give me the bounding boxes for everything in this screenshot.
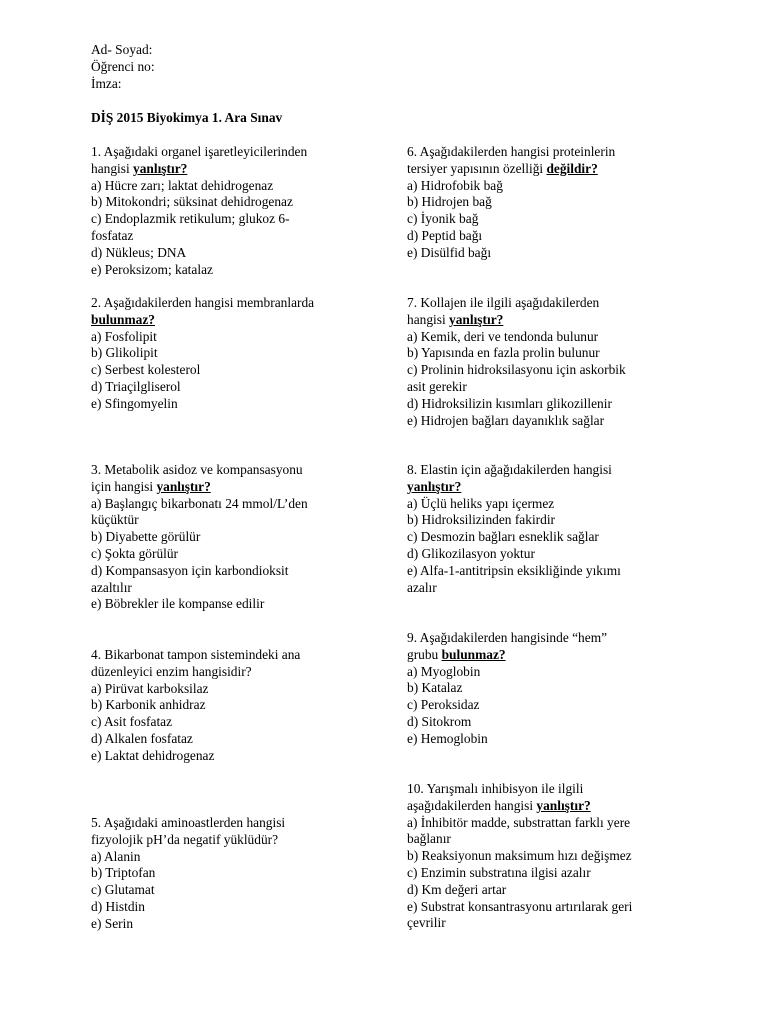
answer-option: e) Hidrojen bağları dayanıklık sağlar [407,412,605,428]
question-keyword: bulunmaz? [441,646,506,662]
answer-option: e) Sfingomyelin [91,395,178,411]
answer-option: e) Disülfid bağı [407,244,492,260]
question-1 [91,144,381,278]
answer-option: azaltılır [91,579,132,595]
question-keyword: yanlıştır? [536,797,591,813]
question-stem-line: 6. Aşağıdakilerden hangisi proteinlerin [407,144,616,159]
question-stem-line [91,161,381,178]
answer-option: a) Başlangıç bikarbonatı 24 mmol/L’den [91,495,308,511]
question-7 [407,295,697,429]
answer-option: d) Alkalen fosfataz [91,730,193,746]
question-5 [91,815,381,933]
question-stem-text: hangisi [91,160,134,176]
answer-option: c) Asit fosfataz [91,714,173,730]
answer-option: d) Glikozilasyon yoktur [407,545,535,561]
answer-option: b) Triptofan [91,865,156,881]
question-stem-line: fizyolojik pH’da negatif yüklüdür? [91,831,279,847]
answer-option: c) Prolinin hidroksilasyonu için askorbik [407,362,626,378]
question-keyword: yanlıştır? [133,160,188,176]
signature-label: İmza: [91,75,122,91]
question-stem-text: grubu [407,646,442,662]
question-stem-text: aşağıdakilerden hangisi [407,797,537,813]
answer-option: b) Mitokondri; süksinat dehidrogenaz [91,194,293,210]
answer-option: a) Myoglobin [407,663,481,679]
question-stem-line: 7. Kollajen ile ilgili aşağıdakilerden [407,295,600,310]
answer-option: c) Peroksidaz [407,697,480,713]
question-stem-line: 9. Aşağıdakilerden hangisinde “hem” [407,630,608,645]
answer-option: d) Histdin [91,898,145,914]
answer-option: c) İyonik bağ [407,211,479,227]
answer-option: b) Yapısında en fazla prolin bulunur [407,345,600,361]
question-keyword: değildir? [546,160,598,176]
answer-option: e) Hemoglobin [407,730,488,746]
answer-option: b) Reaksiyonun maksimum hızı değişmez [407,848,632,864]
answer-option: e) Substrat konsantrasyonu artırılarak geri [407,898,633,914]
answer-option: a) Fosfolipit [91,328,157,344]
question-stem-line: 4. Bikarbonat tampon sistemindeki ana [91,647,301,662]
question-stem-line: düzenleyici enzim hangisidir? [91,663,252,679]
answer-option: d) Triaçilgliserol [91,378,181,394]
question-2 [91,295,381,413]
answer-option: c) Şokta görülür [91,545,179,561]
answer-option: a) İnhibitör madde, substrattan farklı yere [407,814,631,830]
question-stem-line [91,312,381,329]
answer-option: b) Hidrojen bağ [407,194,492,210]
question-stem-line [407,312,697,329]
answer-option: e) Peroksizom; katalaz [91,261,213,277]
question-6 [407,144,697,262]
answer-option: d) Sitokrom [407,713,472,729]
answer-option: e) Serin [91,915,134,931]
question-stem-line [407,479,697,496]
question-9 [407,630,697,748]
answer-option: a) Üçlü heliks yapı içermez [407,495,555,511]
answer-option: c) Enzimin substratına ilgisi azalır [407,864,591,880]
question-stem-line [407,161,697,178]
answer-option: a) Pirüvat karboksilaz [91,680,209,696]
answer-option: d) Kompansasyon için karbondioksit [91,562,289,578]
answer-option: asit gerekir [407,378,467,394]
answer-option: c) Desmozin bağları esneklik sağlar [407,529,599,545]
answer-option: bağlanır [407,831,451,847]
question-stem-line: 10. Yarışmalı inhibisyon ile ilgili [407,781,584,796]
answer-option: b) Hidroksilizinden fakirdir [407,512,556,528]
answer-option: b) Glikolipit [91,345,158,361]
answer-option: b) Diyabette görülür [91,529,201,545]
answer-option: a) Kemik, deri ve tendonda bulunur [407,328,599,344]
question-stem-line [91,479,381,496]
answer-option: a) Alanin [91,848,141,864]
answer-option: d) Km değeri artar [407,881,507,897]
answer-option: fosfataz [91,227,134,243]
answer-option: c) Serbest kolesterol [91,362,201,378]
answer-option: çevrilir [407,915,446,931]
question-8 [407,462,697,596]
question-stem-text: için hangisi [91,478,157,494]
question-stem-line [407,647,697,664]
answer-option: c) Endoplazmik retikulum; glukoz 6- [91,211,290,227]
question-stem-line: 3. Metabolik asidoz ve kompansasyonu [91,462,303,477]
question-stem-line: 2. Aşağıdakilerden hangisi membranlarda [91,295,315,310]
exam-title: DİŞ 2015 Biyokimya 1. Ara Sınav [91,110,283,125]
answer-option: küçüktür [91,512,139,528]
question-keyword: yanlıştır? [407,478,462,494]
question-3 [91,462,381,613]
answer-option: d) Peptid bağı [407,227,483,243]
question-stem-line: 5. Aşağıdaki aminoastlerden hangisi [91,815,286,830]
question-stem-text: hangisi [407,311,450,327]
question-stem-text: tersiyer yapısının özelliği [407,160,547,176]
answer-option: e) Böbrekler ile kompanse edilir [91,596,265,612]
question-stem-line [407,798,697,815]
student-number-label: Öğrenci no: [91,58,155,74]
student-info-block [91,42,155,92]
answer-option: c) Glutamat [91,882,155,898]
question-10 [407,781,697,932]
question-keyword: yanlıştır? [449,311,504,327]
answer-option: d) Hidroksilizin kısımları glikozillenir [407,395,612,411]
name-label: Ad- Soyad: [91,42,153,57]
answer-option: b) Karbonik anhidraz [91,697,206,713]
question-stem-line: 1. Aşağıdaki organel işaretleyicilerinden [91,144,308,159]
answer-option: e) Alfa-1-antitripsin eksikliğinde yıkımı [407,562,621,578]
answer-option: d) Nükleus; DNA [91,244,187,260]
question-keyword: bulunmaz? [91,311,155,327]
question-4 [91,647,381,765]
answer-option: a) Hidrofobik bağ [407,177,503,193]
question-stem-line: 8. Elastin için ağağıdakilerden hangisi [407,462,612,477]
answer-option: e) Laktat dehidrogenaz [91,747,215,763]
answer-option: b) Katalaz [407,680,463,696]
question-keyword: yanlıştır? [156,478,211,494]
answer-option: a) Hücre zarı; laktat dehidrogenaz [91,177,274,193]
answer-option: azalır [407,579,437,595]
